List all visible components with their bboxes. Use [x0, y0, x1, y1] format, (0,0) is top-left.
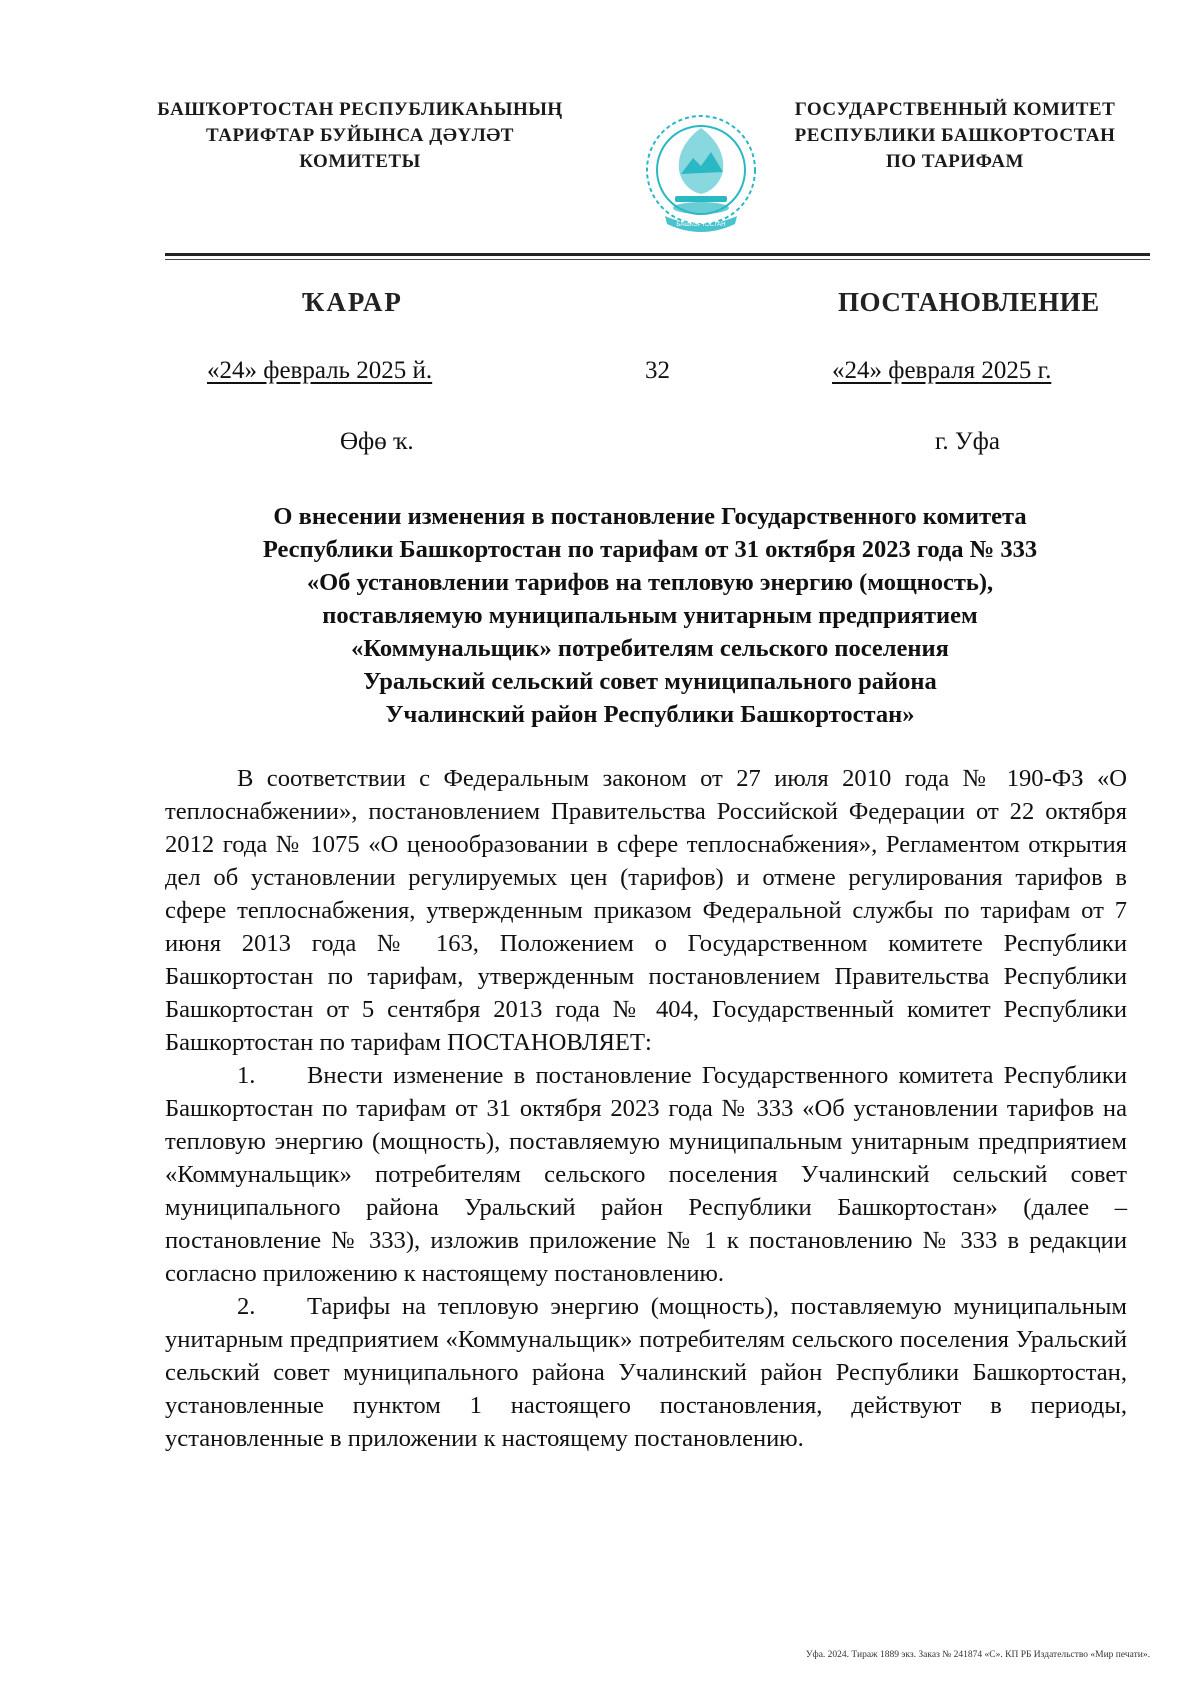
title-line: «Об установлении тарифов на тепловую энергию (мощность), — [306, 569, 994, 596]
place-left: Өфө ҡ. — [340, 428, 414, 455]
header-divider — [165, 253, 1150, 256]
title-line: поставляемую муниципальным унитарным предприятием — [322, 602, 978, 629]
title-line: О внесении изменения в постановление Государственного комитета — [273, 503, 1027, 530]
place-right: г. Уфа — [935, 428, 1000, 455]
intro-paragraph: В соответствии с Федеральным законом от 27 июля 2010 года № 190-ФЗ «О теплоснабжении», постановлением Правительства Российской Федерации от 22 октября 2012 года № 1075 «О ценообразовании в сфере теплоснабжения», Регламентом открытия дел об установлении регулируемых цен (тарифов) и отмене регулирования тарифов в сфере теплоснабжения, утвержденным приказом Федеральной службы по тарифам от 7 июня 2013 года № 163, Положением о Государственном комитете Республики Башкортостан по тарифам, утвержденным постановлением Правительства Республики Башкортостан от 5 сентября 2013 года № 404, Государственный комитет Республики Башкортостан по тарифам ПОСТАНОВЛЯЕТ: — [165, 765, 1127, 1056]
header-left-org — [140, 97, 580, 175]
clause-1 — [165, 1059, 1127, 1290]
clause-text: Внести изменение в постановление Государственного комитета Республики Башкортостан по тарифам от 31 октября 2023 года № 333 «Об установлении тарифов на тепловую энергию (мощность), поставляемую муниципальным унитарным предприятием «Коммунальщик» потребителям сельского поселения Учалинский сельский совет муниципального района Уральский район Республики Башкортостан» (далее – постановление № 333), изложив приложение № 1 к постановлению № 333 в редакции согласно приложению к настоящему постановлению. — [165, 1062, 1127, 1287]
date-right: «24» февраля 2025 г. — [832, 357, 1052, 384]
document-body — [165, 762, 1127, 1455]
coat-of-arms-icon — [635, 108, 767, 242]
title-line: «Коммунальщик» потребителям сельского поселения — [351, 635, 949, 662]
print-imprint: Уфа. 2024. Тираж 1889 экз. Заказ № 241874 «С». КП РБ Издательство «Мир печати». — [805, 1650, 1150, 1660]
clause-2 — [165, 1290, 1127, 1455]
header-right-org — [760, 97, 1150, 175]
header-right-line: РЕСПУБЛИКИ БАШКОРТОСТАН — [794, 125, 1116, 146]
title-line: Учалинский район Республики Башкортостан» — [385, 701, 915, 728]
doc-type-left: ҠАРАР — [302, 287, 403, 317]
clause-text: Тарифы на тепловую энергию (мощность), поставляемую муниципальным унитарным предприятием «Коммунальщик» потребителям сельского поселения Уральский сельский совет муниципального района Учалинский район Республики Башкортостан, установленные пунктом 1 настоящего постановления, действуют в периоды, установленные в приложении к настоящему постановлению. — [165, 1293, 1127, 1452]
date-left: «24» февраль 2025 й. — [207, 357, 433, 384]
header-left-line: КОМИТЕТЫ — [299, 151, 421, 172]
doc-type-right: ПОСТАНОВЛЕНИЕ — [838, 287, 1100, 317]
header-left-line: БАШҠОРТОСТАН РЕСПУБЛИКАҺЫНЫҢ — [157, 99, 563, 120]
header-left-line: ТАРИФТАР БУЙЫНСА ДӘҮЛӘТ — [206, 125, 514, 146]
emblem-ribbon-text: БАШКОРТОСТАН — [676, 222, 726, 228]
header-right-line: ГОСУДАРСТВЕННЫЙ КОМИТЕТ — [794, 99, 1116, 120]
title-line: Республики Башкортостан по тарифам от 31 октября 2023 года № 333 — [262, 536, 1038, 563]
document-number: 32 — [645, 357, 670, 384]
header-divider-thin — [165, 259, 1150, 260]
clause-number: 2. — [237, 1293, 256, 1320]
title-line: Уральский сельский совет муниципального района — [363, 668, 937, 695]
document-title — [175, 500, 1125, 731]
header-right-line: ПО ТАРИФАМ — [886, 151, 1024, 172]
clause-number: 1. — [237, 1062, 256, 1089]
